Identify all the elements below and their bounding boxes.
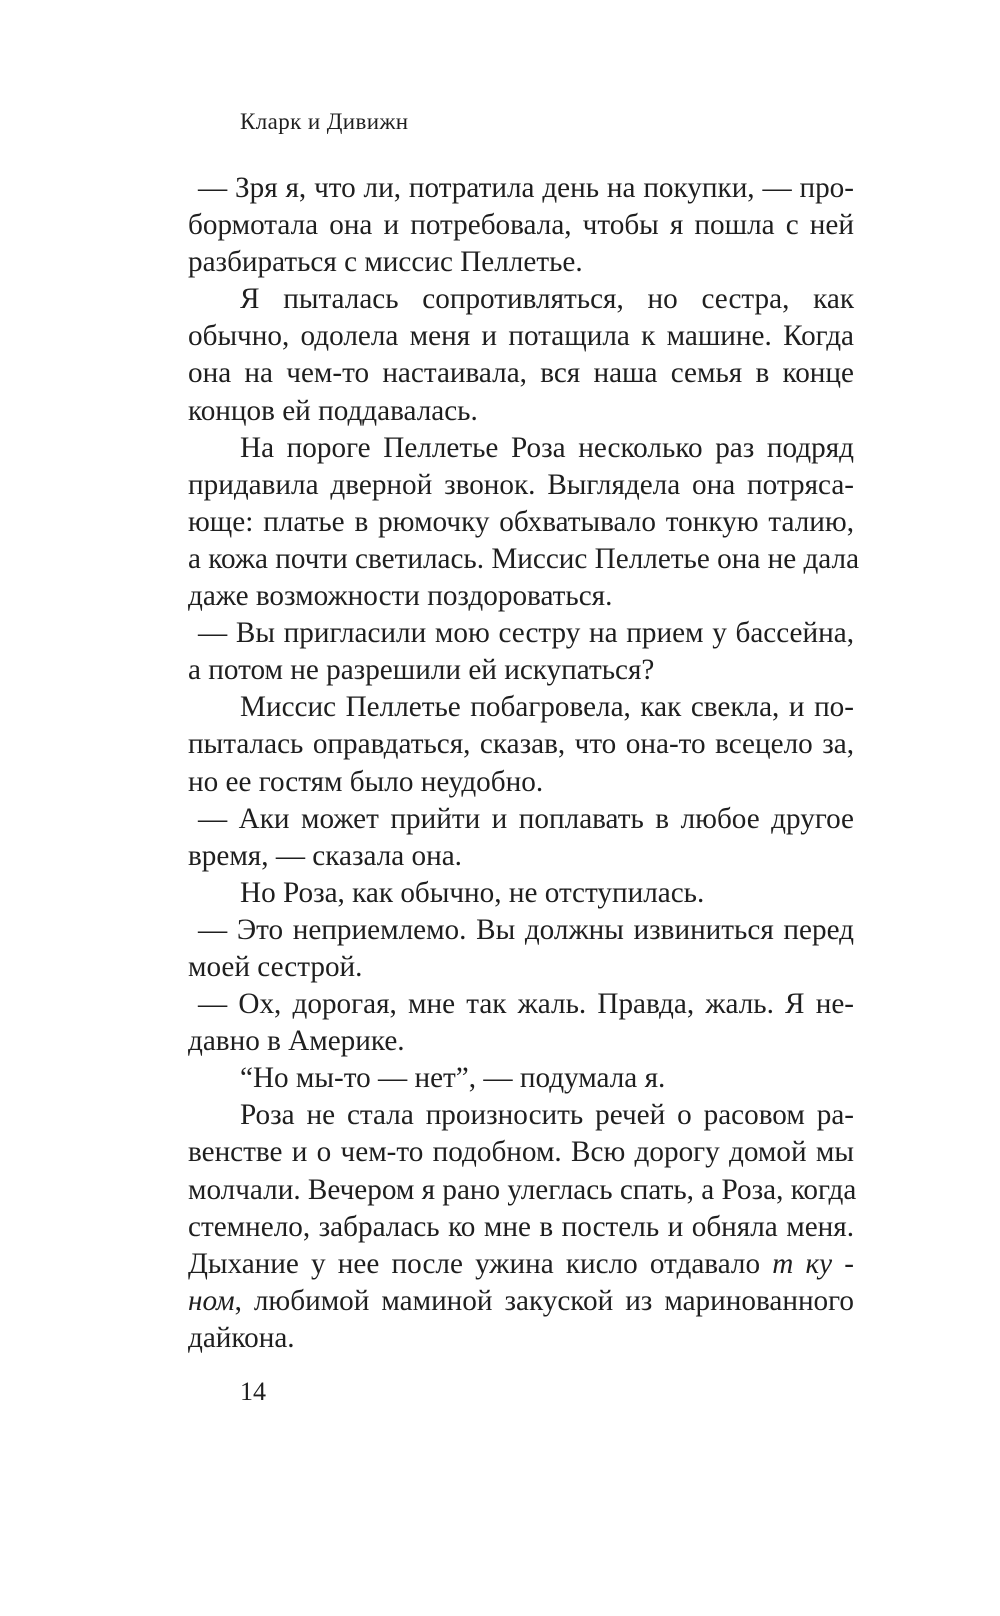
line-text: но ее гостям было неудобно.: [188, 765, 544, 798]
line-text: дайкона.: [188, 1321, 295, 1354]
text-line: [188, 912, 854, 949]
text-line: [188, 838, 854, 875]
text-line: [188, 764, 854, 801]
line-text: моей сестрой.: [188, 950, 363, 983]
line-text: придавила дверной звонок. Выглядела она потряса-: [188, 468, 854, 501]
body-text: [188, 170, 860, 1357]
line-text: а потом не разрешили ей искупаться?: [188, 654, 655, 687]
text-line: [188, 1246, 854, 1283]
line-text: — Зря я, что ли, потратила день на покупки, — про-: [198, 172, 854, 204]
line-text: , любимой маминой закуской из маринованного: [234, 1284, 854, 1317]
line-text: концов ей поддавалась.: [188, 394, 478, 427]
line-text: Я пыталась сопротивляться, но сестра, как: [240, 283, 854, 316]
text-line: [188, 281, 854, 318]
text-line: [188, 1320, 854, 1357]
line-text: “Но мы-то — нет”, — подумала я.: [240, 1062, 666, 1095]
text-line: [188, 467, 854, 504]
text-line: [188, 689, 854, 726]
text-line: [188, 207, 854, 244]
text-line: [188, 1060, 854, 1097]
line-text: — Это неприемлемо. Вы должны извиниться перед: [198, 913, 854, 946]
text-line: [188, 875, 854, 912]
line-text: венстве и о чем-то подобном. Всю дорогу домой мы: [188, 1136, 854, 1169]
text-line: [188, 244, 854, 281]
text-line: [188, 1134, 854, 1171]
running-head: Кларк и Дивижн: [240, 109, 409, 134]
text-line: [188, 1023, 854, 1060]
line-text: юще: платье в рюмочку обхватывало тонкую талию,: [188, 505, 854, 538]
line-text: стемнело, забралась ко мне в постель и обняла меня.: [188, 1210, 854, 1243]
line-text: Роза не стала произносить речей о расовом ра-: [240, 1099, 854, 1132]
line-text: бормотала она и потребовала, чтобы я пошла с ней: [188, 209, 854, 242]
text-line: [188, 801, 854, 838]
line-text: молчали. Вечером я рано улеглась спать, а Роза, когда: [188, 1173, 857, 1206]
text-line: [188, 615, 854, 652]
text-line: [188, 986, 854, 1023]
line-text: она на чем-то настаивала, вся наша семья в конце: [188, 357, 854, 390]
text-line: [188, 1283, 854, 1320]
line-text: даже возможности поздороваться.: [188, 580, 613, 613]
line-text: — Вы пригласили мою сестру на прием у бассейна,: [198, 617, 854, 650]
line-text: пыталась оправдаться, сказав, что она-то всецело за,: [188, 728, 854, 761]
line-text: обычно, одолела меня и потащила к машине. Когда: [188, 320, 854, 353]
line-text: а кожа почти светилась. Миссис Пеллетье она не дала: [188, 542, 860, 575]
text-line: [188, 393, 854, 430]
line-text: — Аки может прийти и поплавать в любое другое: [198, 802, 854, 835]
line-text: разбираться с миссис Пеллетье.: [188, 246, 583, 279]
text-line: [188, 949, 854, 986]
page-number: 14: [240, 1377, 266, 1406]
text-line: [188, 355, 854, 392]
text-line: [188, 726, 854, 763]
line-text: время, — сказала она.: [188, 839, 462, 872]
text-line: [188, 541, 860, 578]
line-text: Дыхание у нее после ужина кисло отдавало: [188, 1247, 773, 1280]
line-text: — Ох, дорогая, мне так жаль. Правда, жаль. Я не-: [198, 988, 854, 1021]
italic-word: ном: [188, 1284, 235, 1317]
text-line: [188, 1097, 854, 1134]
line-text: давно в Америке.: [188, 1025, 405, 1058]
line-text: Но Роза, как обычно, не отступилась.: [240, 876, 705, 909]
text-line: [188, 504, 854, 541]
line-text: На пороге Пеллетье Роза несколько раз подряд: [240, 431, 854, 464]
text-line: [188, 170, 854, 207]
text-line: [188, 318, 854, 355]
text-line: [188, 1172, 857, 1209]
line-text: Миссис Пеллетье побагровела, как свекла, и по-: [240, 691, 854, 724]
text-line: [188, 1209, 854, 1246]
text-line: [188, 652, 854, 689]
text-line: [188, 430, 854, 467]
italic-word: т ку -: [772, 1247, 854, 1280]
text-line: [188, 578, 854, 615]
